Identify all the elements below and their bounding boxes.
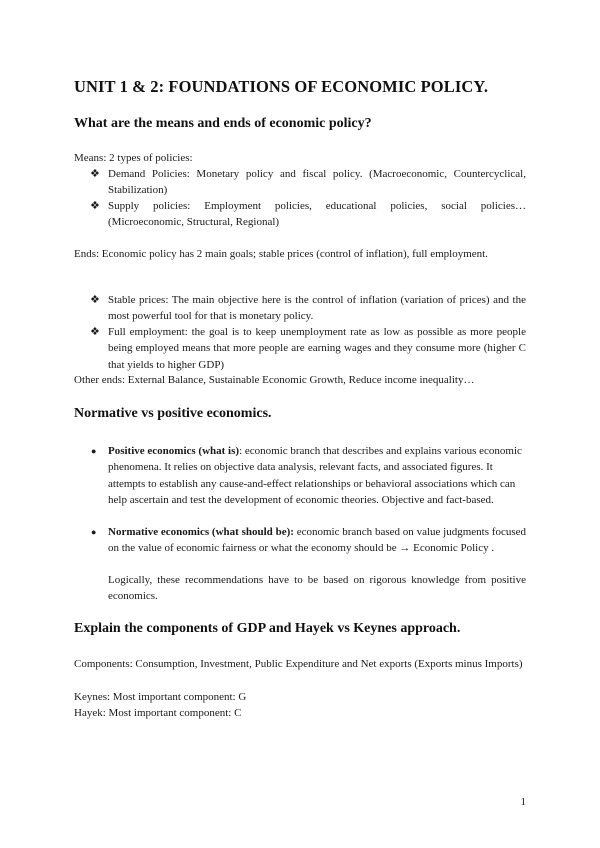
diamond-bullet-icon: ❖ — [90, 294, 100, 306]
diamond-bullet-icon: ❖ — [90, 326, 100, 338]
means-item-supply: Supply policies: Employment policies, educational policies, social policies… (Microeconomic, Structural, Regional) — [108, 200, 526, 229]
means-intro: Means: 2 types of policies: — [74, 152, 193, 164]
positive-economics-text: : economic branch that describes and explains various economic phenomena. It relies on objective data analysis, relevant facts, and associated figures. It attempts to establish any cause-and-effect relationships or behavioral associations which can help ascertain and test the development of economic theories. Objective and fact-based. — [108, 445, 522, 506]
document-title: UNIT 1 & 2: FOUNDATIONS OF ECONOMIC POLICY. — [74, 77, 489, 96]
normative-economics-text: economic branch based on value judgments focused on the value of economic fairness or what the economy should be → Economic Policy . — [108, 526, 526, 555]
section-heading-means-ends: What are the means and ends of economic policy? — [74, 116, 372, 131]
normative-economics-item — [108, 524, 526, 557]
diamond-bullet-icon: ❖ — [90, 200, 100, 212]
ends-intro: Ends: Economic policy has 2 main goals; stable prices (control of inflation), full employment. — [74, 248, 488, 260]
positive-economics-term: Positive economics (what is) — [108, 445, 240, 457]
page-number: 1 — [520, 796, 526, 808]
ends-item-full-employment: Full employment: the goal is to keep unemployment rate as low as possible as more people being employed means that more people are earning wages and they consume more (higher C that yields to higher GDP) — [108, 326, 526, 371]
gdp-components: Components: Consumption, Investment, Public Expenditure and Net exports (Exports minus Imports) — [74, 658, 523, 670]
dot-bullet-icon: ● — [91, 446, 97, 456]
section-heading-gdp: Explain the components of GDP and Hayek vs Keynes approach. — [74, 621, 461, 636]
normative-economics-term: Normative economics (what should be): — [108, 526, 294, 538]
positive-economics-item — [108, 443, 522, 508]
keynes-line: Keynes: Most important component: G — [74, 691, 247, 703]
other-ends: Other ends: External Balance, Sustainable Economic Growth, Reduce income inequality… — [74, 374, 475, 386]
dot-bullet-icon: ● — [91, 527, 97, 537]
means-item-demand: Demand Policies: Monetary policy and fiscal policy. (Macroeconomic, Countercyclical, Stabilization) — [108, 168, 526, 197]
section-heading-normative-positive: Normative vs positive economics. — [74, 406, 272, 421]
normative-economics-extra: Logically, these recommendations have to be based on rigorous knowledge from positive economics. — [108, 574, 526, 603]
ends-item-stable-prices: Stable prices: The main objective here is the control of inflation (variation of prices) and the most powerful tool for that is monetary policy. — [108, 294, 526, 323]
hayek-line: Hayek: Most important component: C — [74, 707, 242, 719]
diamond-bullet-icon: ❖ — [90, 168, 100, 180]
